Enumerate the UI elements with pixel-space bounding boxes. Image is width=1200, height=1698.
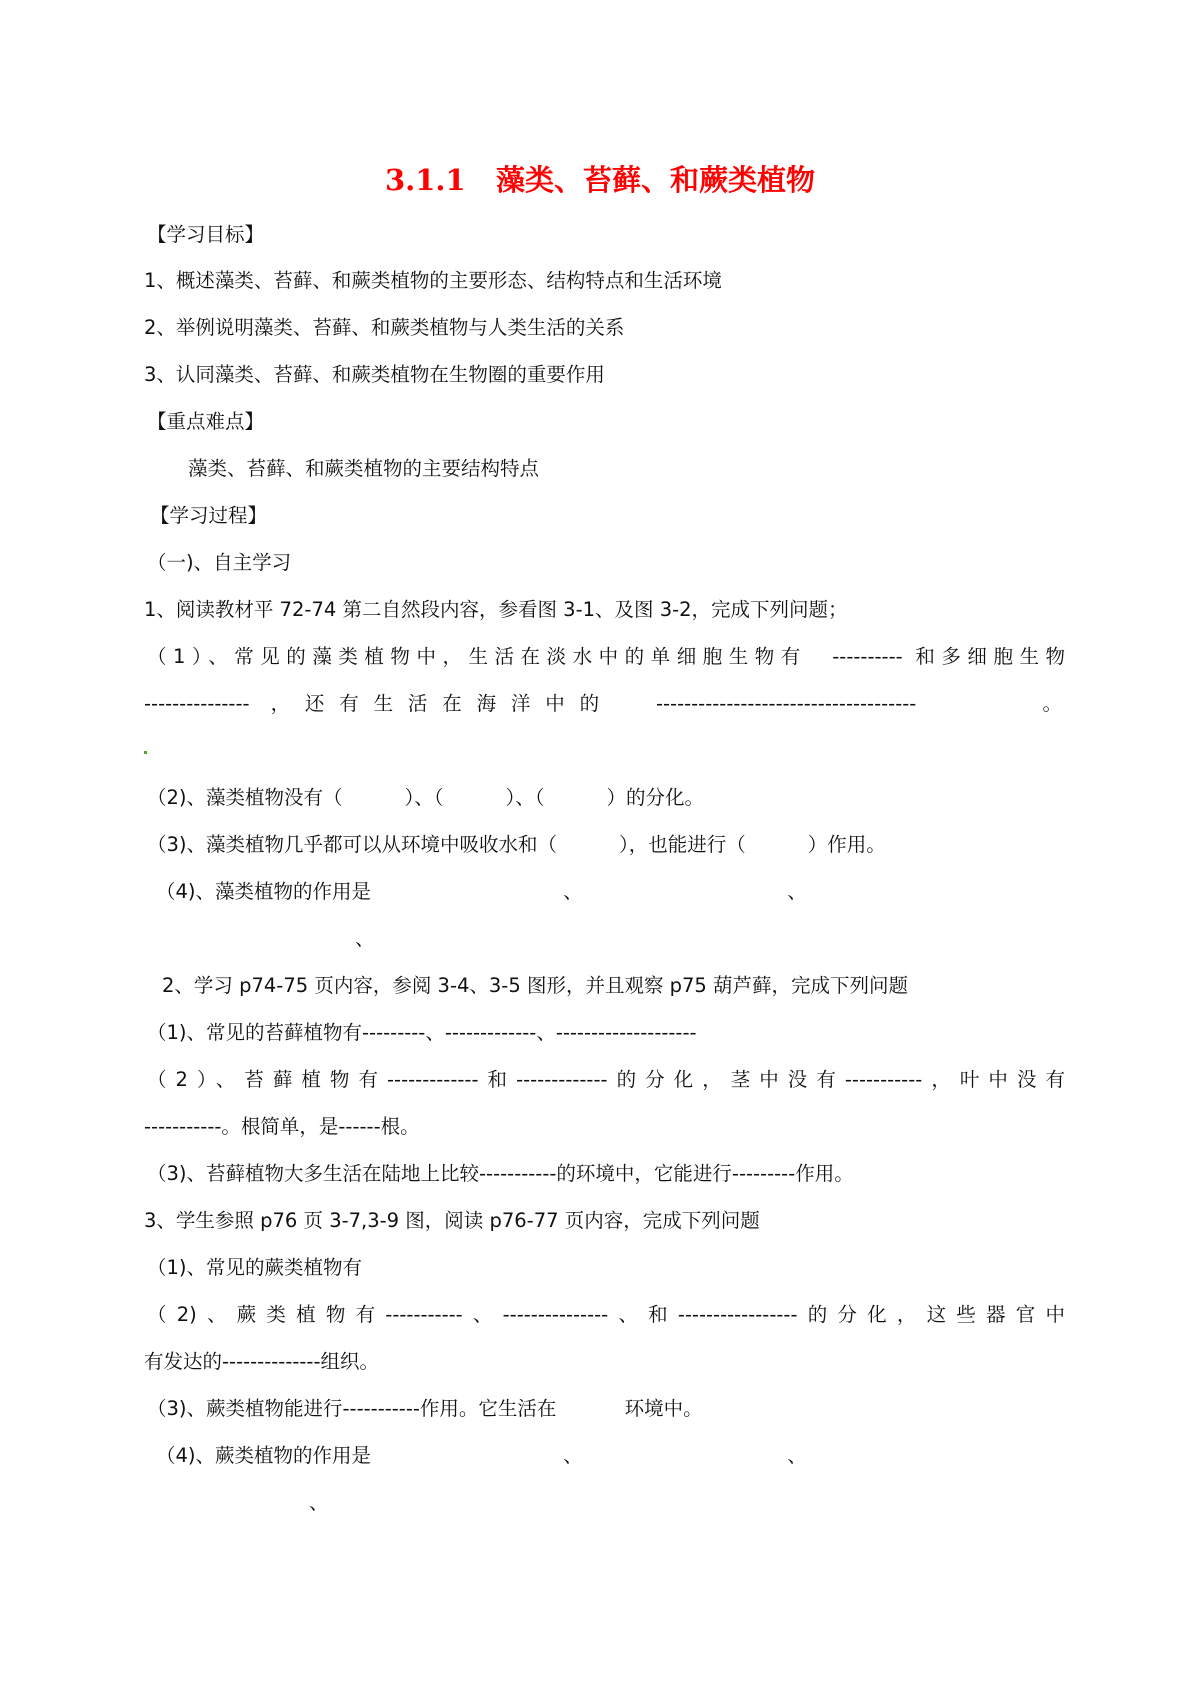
goal-item-2: 2、举例说明藻类、苔藓、和蕨类植物与人类生活的关系 (144, 316, 625, 339)
question-2-2-line-1: （2）、苔藓植物有-------------和-------------的分化，茎中没有-----------，叶中没有 (147, 1068, 1065, 1091)
question-3-4: （4)、蕨类植物的作用是 、 、 (156, 1444, 807, 1467)
goal-item-3: 3、认同藻类、苔藓、和蕨类植物在生物圈的重要作用 (144, 363, 605, 386)
question-3-4-continuation: 、 (309, 1491, 329, 1514)
question-3-2-line-1: （2)、蕨类植物有-----------、---------------、和-----------------的分化，这些器官中 (147, 1303, 1065, 1326)
question-2-1: （1)、常见的苔藓植物有---------、-------------、-------------------- (147, 1021, 697, 1044)
question-3-intro: 3、学生参照 p76 页 3-7,3-9 图，阅读 p76-77 页内容，完成下列问题 (144, 1209, 760, 1232)
question-2-3: （3)、苔藓植物大多生活在陆地上比较-----------的环境中，它能进行---------作用。 (147, 1162, 854, 1185)
question-1-intro: 1、阅读教材平 72-74 第二自然段内容，参看图 3-1、及图 3-2，完成下列问题； (144, 598, 848, 621)
subsection-self-study: （一)、自主学习 (147, 551, 292, 574)
green-mark (144, 751, 147, 754)
section-heading-key-points: 【重点难点】 (147, 410, 265, 433)
question-1-3: （3)、藻类植物几乎都可以从环境中吸收水和（ ），也能进行（ ）作用。 (147, 833, 886, 856)
question-2-intro: 2、学习 p74-75 页内容，参阅 3-4、3-5 图形，并且观察 p75 葫芦藓，完成下列问题 (162, 974, 909, 997)
question-3-3: （3)、蕨类植物能进行-----------作用。它生活在 环境中。 (147, 1397, 703, 1420)
key-points-text: 藻类、苔藓、和蕨类植物的主要结构特点 (188, 457, 540, 480)
question-1-1-line-2: --------------- ，还有生活在海洋中的 ------------------------------------- 。 (144, 692, 1062, 715)
goal-item-1: 1、概述藻类、苔藓、和蕨类植物的主要形态、结构特点和生活环境 (144, 269, 722, 292)
question-1-4-continuation: 、 (355, 927, 375, 950)
section-heading-learning-goals: 【学习目标】 (147, 223, 265, 246)
question-1-2: （2)、藻类植物没有（ ）、（ ）、（ ）的分化。 (147, 786, 704, 809)
section-heading-learning-process: 【学习过程】 (150, 504, 268, 527)
question-3-2-line-2: 有发达的--------------组织。 (144, 1350, 380, 1373)
question-3-1: （1)、常见的蕨类植物有 (147, 1256, 363, 1279)
question-1-4: （4)、藻类植物的作用是 、 、 (156, 880, 807, 903)
question-2-2-line-2: -----------。根简单，是------根。 (144, 1115, 420, 1138)
question-1-1-line-1: （1）、常见的藻类植物中，生活在淡水中的单细胞生物有 ---------- 和多细胞生物 (147, 645, 1065, 668)
document-title: 3.1.1 藻类、苔藓、和蕨类植物 (384, 163, 816, 197)
